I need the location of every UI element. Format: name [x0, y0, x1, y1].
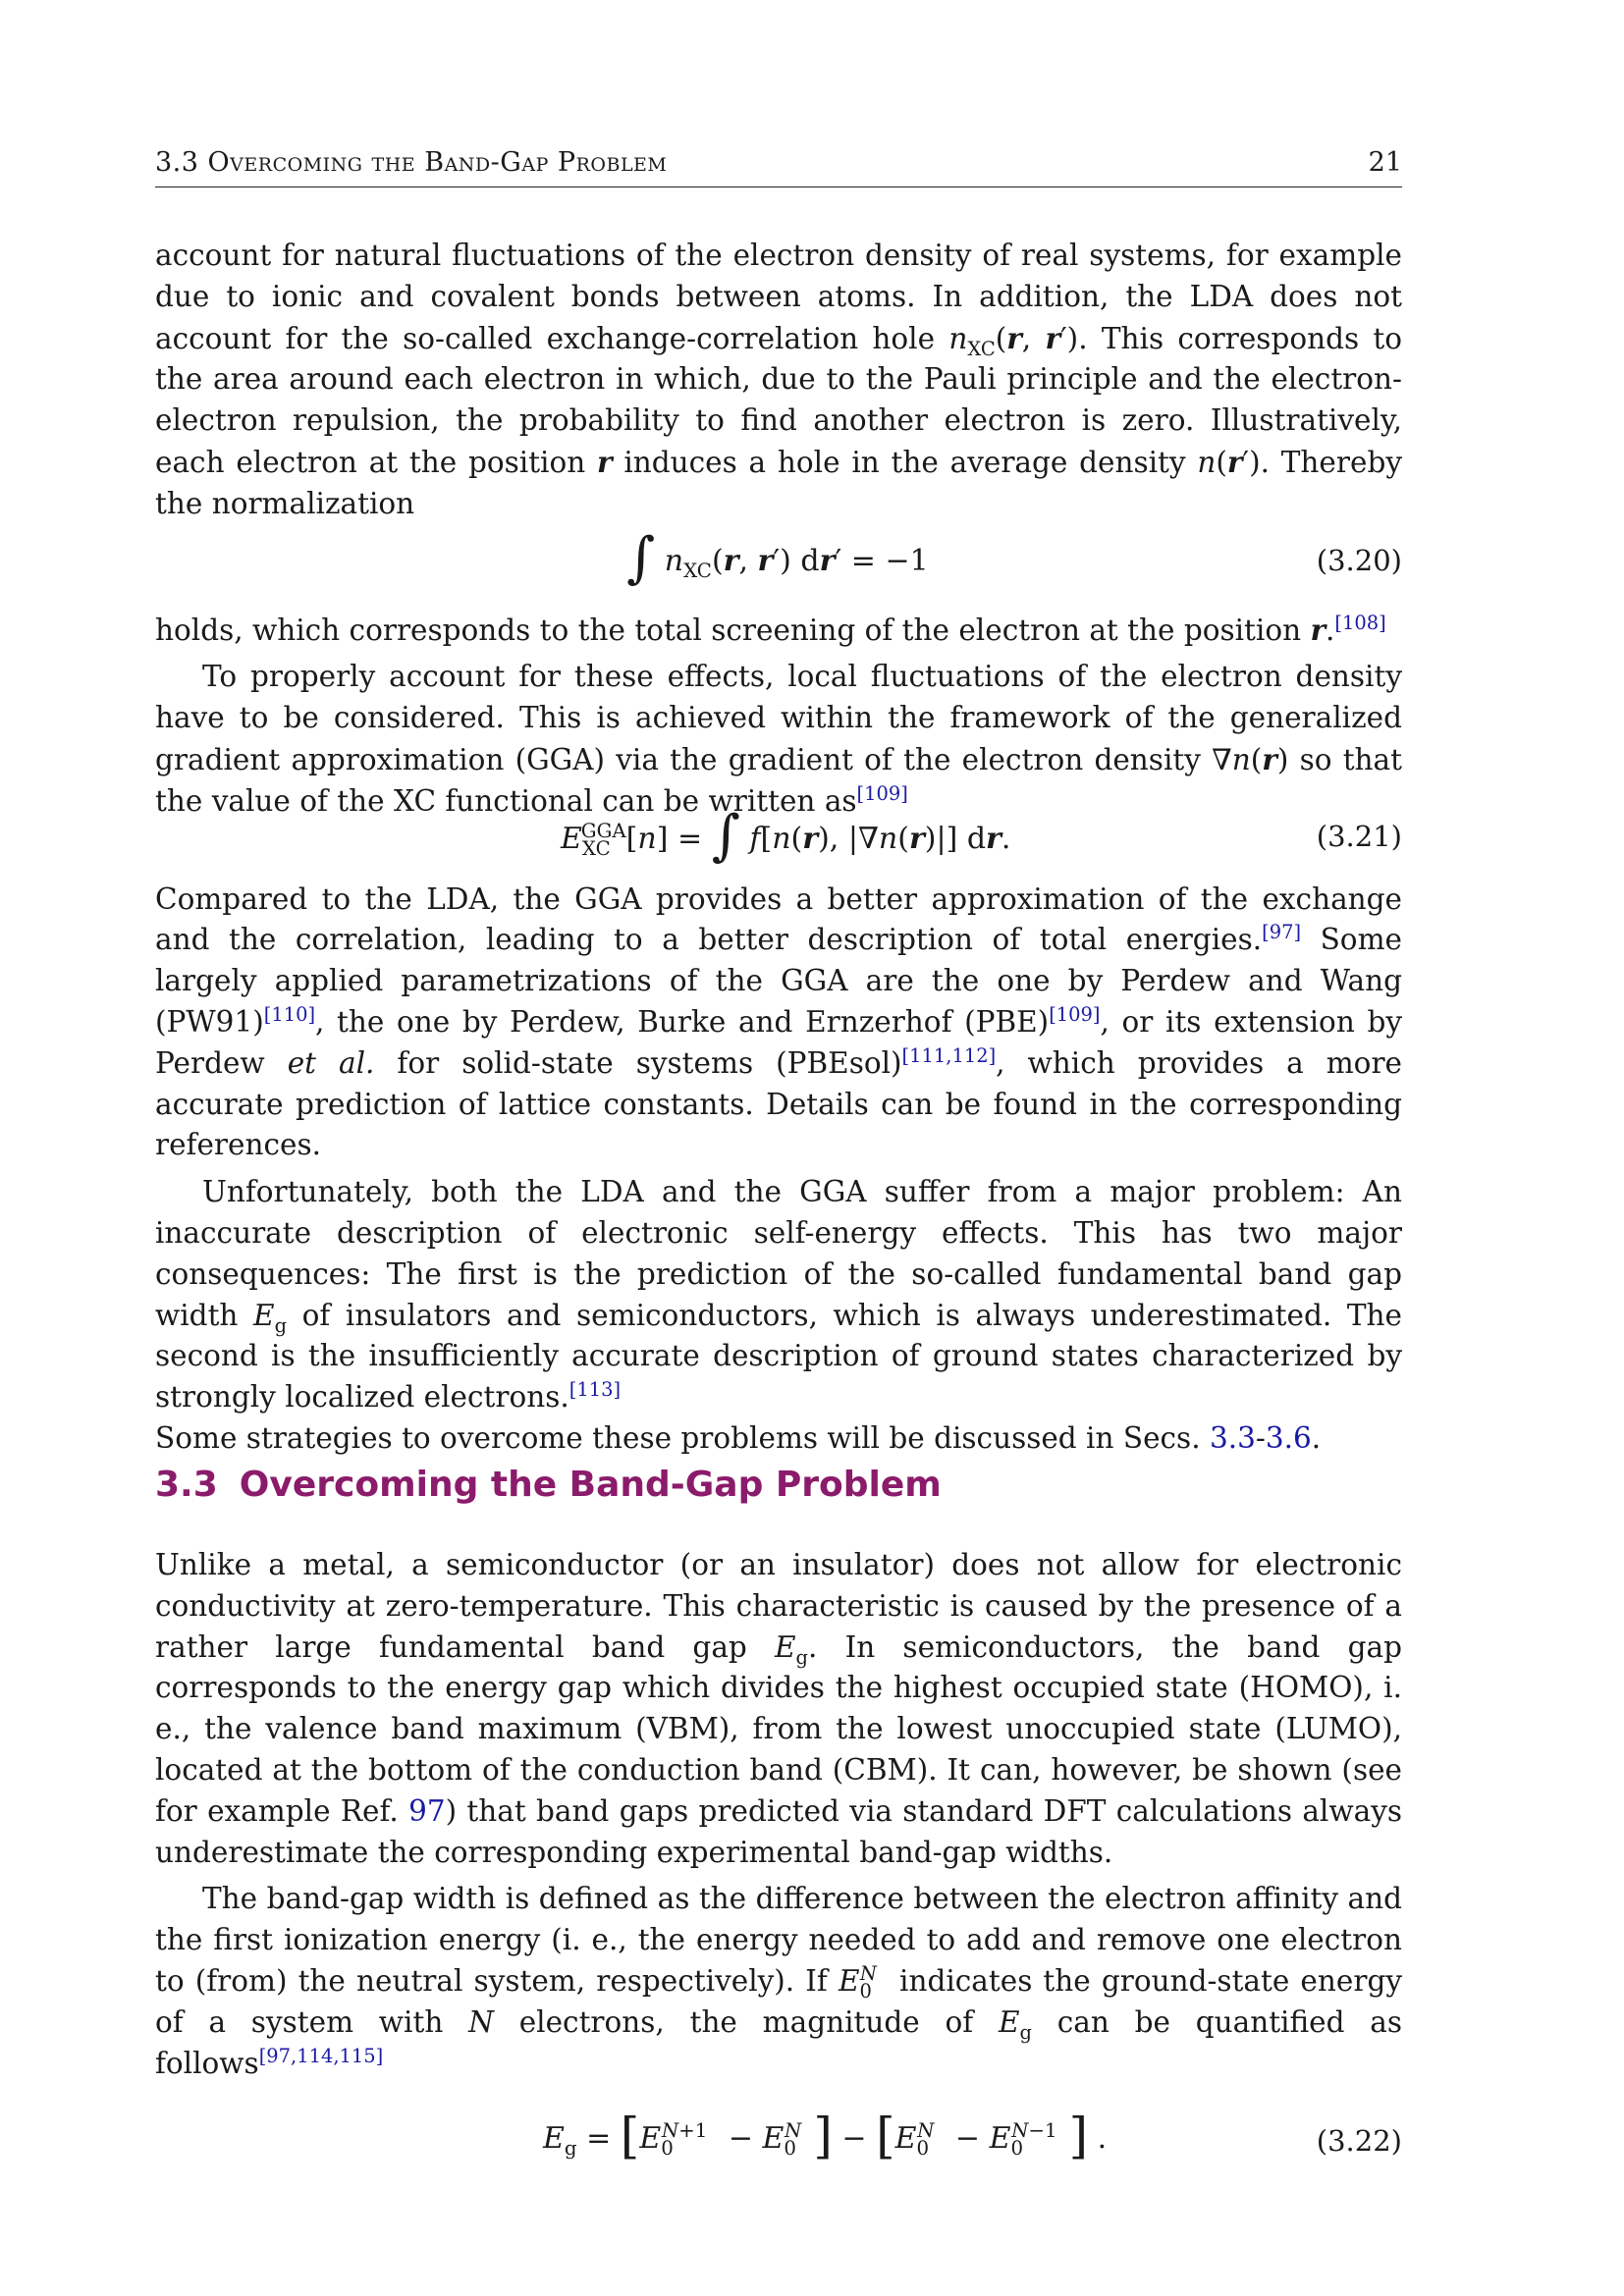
citation-link[interactable]: [109] [1049, 1003, 1101, 1027]
paragraph: The band-gap width is defined as the difference between the electron affinity and the first ionization energy (i. e., the energy needed to add and remove one electron to (from) the neutral system, respectively). If $E_0^N$ indicates the ground-state energy of a system with N electrons, the magnitude of $E_g$ can be quantified as follows[97,114,115] [155, 1882, 1403, 2080]
paragraph: Some strategies to overcome these problems will be discussed in Secs. 3.3-3.6. [155, 1420, 1322, 1455]
section-ref-link[interactable]: 3.3 [1209, 1420, 1256, 1455]
citation-link[interactable]: [109] [856, 781, 908, 805]
citation-link[interactable]: [111,112] [901, 1043, 997, 1067]
paragraph: account for natural fluctuations of the electron density of real systems, for example due to ionic and covalent bonds between atoms. In addition, the LDA does not account for the so-called exchange-correlation hole $n_{XC}(r$, r′). This corresponds to the area around each electron in which, due to the Pauli principle and the electron-electron repulsion, the probability to find another electron is zero. Illustratively, each electron at the position r induces a hole in the average density n(r′). Thereby the normalization [155, 239, 1402, 520]
citation-link[interactable]: [97] [1262, 921, 1302, 944]
paragraph: To properly account for these effects, local fluctuations of the electron density have to be considered. This is achieved within the framework of the generalized gradient approximation (GGA) via the gradient of the electron density ∇n(r) so that the value of the XC functional can be written as[109] [155, 660, 1402, 818]
equation-3-20: ∫ $n_{XC}(r$, r′) dr′ = −1 (3.20) [626, 525, 1402, 590]
citation-link[interactable]: [113] [568, 1378, 622, 1402]
header-title: 3.3 Overcoming the Band-Gap Problem [155, 147, 668, 178]
citation-link[interactable]: [97,114,115] [258, 2044, 384, 2067]
citation-link[interactable]: [108] [1334, 611, 1386, 634]
paragraph: Unfortunately, both the LDA and the GGA suffer from a major problem: An inaccurate description of electronic self-energy effects. This has two major consequences: The first is the prediction of the so-called fundamental band gap width $E_g$ of insulators and semiconductors, which is always underestimated. The second is the insufficiently accurate description of ground states characterized by strongly localized electrons.[113] [155, 1175, 1402, 1415]
section-heading: 3.3 Overcoming the Band-Gap Problem [155, 1465, 942, 1505]
citation-link[interactable]: [110] [263, 1003, 316, 1027]
equation-number: (3.22) [1316, 2124, 1402, 2159]
body-text [155, 236, 1402, 1460]
equation-3-21: $E_{XC}^{GGA}[n]$ = ∫ f[n(r), |∇n(r)|] dr. (3.21) [561, 803, 1402, 868]
body-text [155, 1545, 1402, 2204]
paragraph: Compared to the LDA, the GGA provides a better approximation of the exchange and the correlation, leading to a better description of total energies.[97] Some largely applied parametrizations of the GGA are the one by Perdew and Wang (PW91)[110], the one by Perdew, Burke and Ernzerhof (PBE)[109], or its extension by Perdew et al. for solid-state systems (PBEsol)[111,112], which provides a more accurate prediction of lattice constants. Details can be found in the corresponding references. [155, 881, 1403, 1162]
section-ref-link[interactable]: 3.6 [1265, 1420, 1312, 1455]
running-header [155, 147, 1402, 187]
equation-number: (3.21) [1316, 819, 1402, 853]
page-number: 21 [1368, 147, 1402, 178]
paragraph: Unlike a metal, a semiconductor (or an insulator) does not allow for electronic conductivity at zero-temperature. This characteristic is caused by the presence of a rather large fundamental band gap $E_g$. In semiconductors, the band gap corresponds to the energy gap which divides the highest occupied state (HOMO), i. e., the valence band maximum (VBM), from the lowest unoccupied state (LUMO), located at the bottom of the conduction band (CBM). It can, however, be shown (see for example Ref. 97) that band gaps predicted via standard DFT calculations always underestimate the corresponding experimental band-gap widths. [155, 1548, 1402, 1869]
paragraph: holds, which corresponds to the total screening of the electron at the position r.[108] [155, 611, 1386, 647]
equation-3-22: $E_g = [E_0^{N+1} - E_0^N$ ] − [$E_0^N - E_0^{N-1}$ ] . (3.22) [543, 2108, 1402, 2165]
equation-number: (3.20) [1316, 543, 1402, 577]
reference-link[interactable]: 97 [408, 1793, 446, 1828]
